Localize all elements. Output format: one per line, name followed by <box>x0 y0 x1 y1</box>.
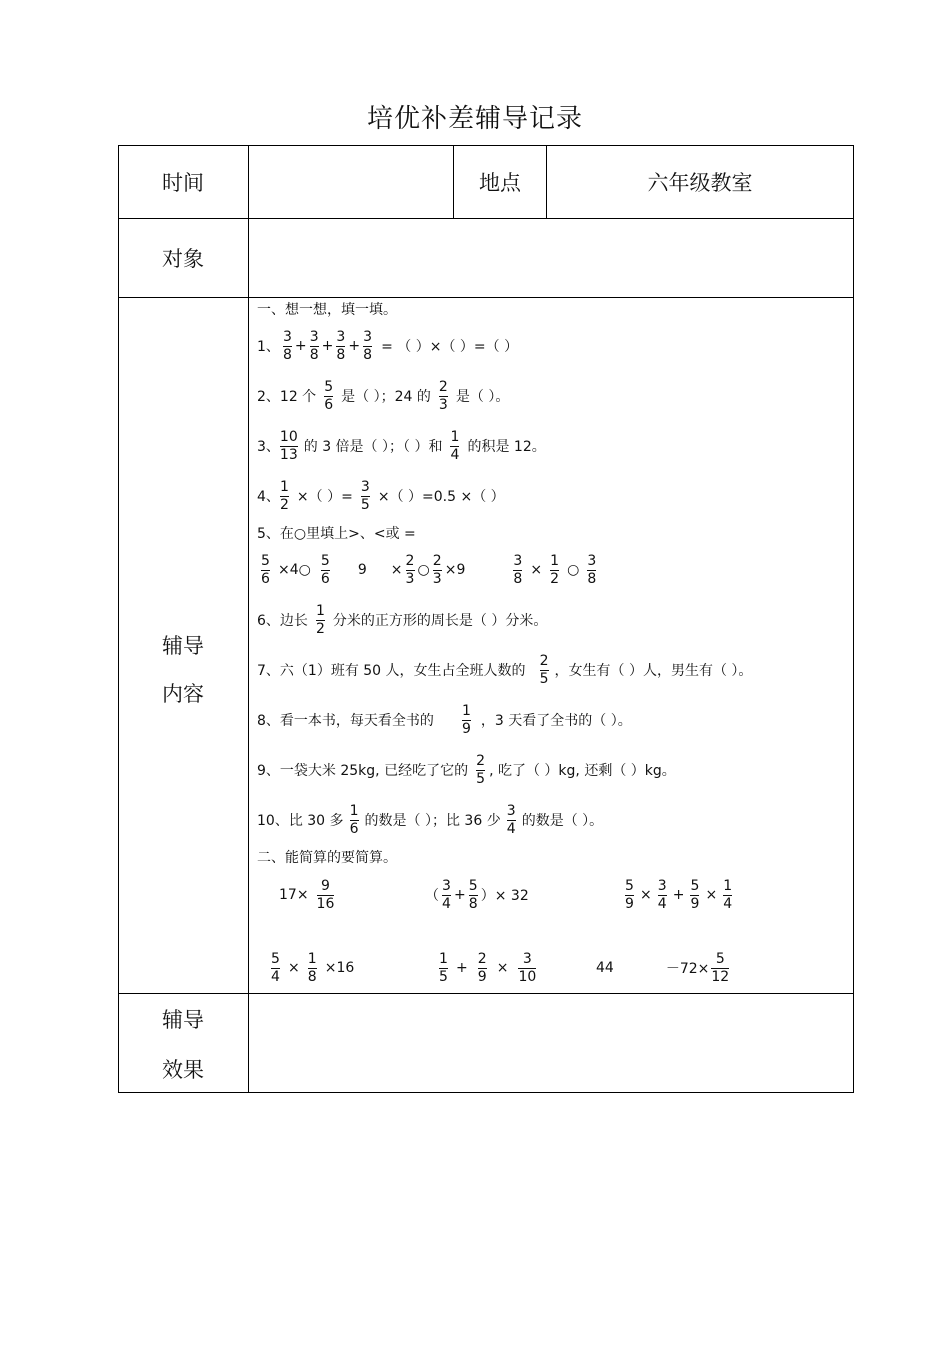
question-text: 的积是 12。 <box>467 439 546 455</box>
question-text: 的数是（ ）。 <box>521 813 604 829</box>
fraction: $\frac{3}{10}$ <box>518 950 537 985</box>
place-label: 地点 <box>479 170 521 195</box>
content-label-line1: 辅导 <box>162 634 204 658</box>
question-text: 的数是（ ）；比 36 少 <box>364 813 501 829</box>
question-4 <box>257 476 505 516</box>
fraction: $\frac{5}{9}$ <box>690 877 700 912</box>
question-text: 7、六（1）班有 50 人，女生占全班人数的 <box>257 663 526 679</box>
calc-text: （ <box>425 888 439 904</box>
fraction: $\frac{1}{9}$ <box>461 702 471 737</box>
fraction: $\frac{3}{4}$ <box>657 877 667 912</box>
calc-text: ）× 32 <box>480 888 529 904</box>
time-value <box>249 145 453 218</box>
compare-expression: ×4○ <box>278 562 311 578</box>
times-sign: × <box>530 562 543 578</box>
fraction: $\frac{2}{5}$ <box>539 652 549 687</box>
calc-1 <box>279 875 338 915</box>
question-6 <box>257 600 547 640</box>
target-label: 对象 <box>162 247 204 271</box>
page-title: 培优补差辅导记录 <box>366 104 583 134</box>
plus-sign: + <box>456 960 468 976</box>
question-text: 8、看一本书，每天看全书的 <box>257 713 434 729</box>
times-sign: × <box>640 887 652 903</box>
question-10 <box>257 800 603 840</box>
calc-3 <box>619 875 738 915</box>
question-number: 1、 <box>257 339 280 355</box>
question-text: = （ ）×（ ）=（ ） <box>381 339 519 355</box>
question-3 <box>257 426 546 466</box>
fraction: $\frac{2}{9}$ <box>477 950 487 985</box>
fraction: $\frac{3}{8}$ <box>282 328 292 363</box>
fraction: $\frac{2}{3}$ <box>438 378 448 413</box>
time-label: 时间 <box>162 170 204 195</box>
fraction: $\frac{1}{5}$ <box>439 950 448 985</box>
plus-sign: + <box>454 887 466 903</box>
fraction: $\frac{5}{6}$ <box>324 378 334 413</box>
plus-sign: + <box>294 338 307 354</box>
calc-6 <box>596 948 731 988</box>
fraction: $\frac{1}{2}$ <box>279 478 289 513</box>
fraction: $\frac{9}{16}$ <box>316 877 335 912</box>
fraction: $\frac{2}{3}$ <box>405 552 415 587</box>
compare-expression: 9 <box>357 562 367 578</box>
fraction: $\frac{10}{13}$ <box>279 428 298 463</box>
question-text: 6、边长 <box>257 613 308 629</box>
section-heading-text: 二、能简算的要简算。 <box>257 850 397 866</box>
compare-circle: ○ <box>417 562 430 578</box>
question-text: 2、12 个 <box>257 389 317 405</box>
fraction: $\frac{1}{4}$ <box>723 877 733 912</box>
question-text: 是（ ）。 <box>455 389 510 405</box>
question-5-items <box>257 550 604 590</box>
question-7 <box>257 650 752 690</box>
calc-4 <box>271 948 354 988</box>
fraction: $\frac{1}{8}$ <box>307 950 317 985</box>
fraction: $\frac{2}{5}$ <box>476 752 486 787</box>
question-2 <box>257 376 509 416</box>
fraction: $\frac{5}{4}$ <box>271 950 280 985</box>
question-text: ×（ ）= <box>296 489 353 505</box>
question-5 <box>257 523 416 543</box>
place-value: 六年级教室 <box>647 170 753 195</box>
question-text: 的 3 倍是（ ）；（ ）和 <box>303 439 443 455</box>
question-number: 4、 <box>257 489 280 505</box>
times-sign: × <box>496 960 509 976</box>
fraction: $\frac{5}{9}$ <box>625 877 634 912</box>
plus-sign: + <box>321 338 334 354</box>
plus-sign: + <box>348 338 361 354</box>
fraction: $\frac{3}{8}$ <box>336 328 346 363</box>
calc-2 <box>425 875 529 915</box>
calc-text: ×16 <box>324 960 355 976</box>
fraction: $\frac{5}{6}$ <box>261 552 270 587</box>
times-sign: × <box>705 887 718 903</box>
fraction: $\frac{3}{8}$ <box>513 552 523 587</box>
fraction: $\frac{3}{4}$ <box>442 877 451 912</box>
plus-sign: + <box>672 887 685 903</box>
question-text: 5、在○里填上>、<或 = <box>257 526 416 542</box>
table-line-3 <box>118 993 854 994</box>
fraction: $\frac{1}{2}$ <box>550 552 560 587</box>
table-line-2 <box>118 297 854 298</box>
fraction: $\frac{3}{8}$ <box>363 328 373 363</box>
fraction: $\frac{1}{2}$ <box>315 602 325 637</box>
question-9 <box>257 750 676 790</box>
fraction: $\frac{3}{8}$ <box>309 328 319 363</box>
question-text: 10、比 30 多 <box>257 813 344 829</box>
section-heading-text: 一、想一想，填一填。 <box>257 302 397 318</box>
question-text: ，3 天看了全书的（ ）。 <box>480 713 632 729</box>
compare-circle: ○ <box>567 562 580 578</box>
fraction: $\frac{5}{6}$ <box>320 552 330 587</box>
times-sign: × <box>390 562 403 578</box>
question-text: 是（ ）；24 的 <box>341 389 431 405</box>
fraction: $\frac{2}{3}$ <box>432 552 442 587</box>
fraction: $\frac{5}{8}$ <box>468 877 478 912</box>
effect-label-line2: 效果 <box>162 1058 204 1082</box>
question-text: ，女生有（ ）人，男生有（ ）。 <box>554 663 753 679</box>
table-border-right <box>853 145 854 1093</box>
section-1-heading <box>257 300 397 318</box>
calc-5 <box>439 948 546 988</box>
calc-text: 17× <box>279 887 309 903</box>
target-value <box>249 219 853 297</box>
question-8 <box>257 700 632 740</box>
fraction: $\frac{1}{4}$ <box>450 428 460 463</box>
effect-label-line1: 辅导 <box>162 1008 204 1032</box>
section-2-heading <box>257 848 397 866</box>
question-text: 9、一袋大米 25kg, 已经吃了它的 <box>257 763 469 779</box>
fraction: $\frac{3}{5}$ <box>360 478 370 513</box>
question-text: , 吃了（ ）kg, 还剩（ ）kg。 <box>489 763 676 779</box>
question-1 <box>257 326 518 366</box>
calc-text: －72× <box>665 961 710 977</box>
question-number: 3、 <box>257 439 280 455</box>
compare-expression: ×9 <box>444 562 466 578</box>
times-sign: × <box>288 960 300 976</box>
fraction: $\frac{3}{8}$ <box>587 552 597 587</box>
calc-text: 44 <box>596 960 614 976</box>
question-text: ×（ ）=0.5 ×（ ） <box>377 489 505 505</box>
fraction: $\frac{1}{6}$ <box>349 802 359 837</box>
fraction: $\frac{5}{12}$ <box>711 950 730 985</box>
fraction: $\frac{3}{4}$ <box>506 802 516 837</box>
content-label-line2: 内容 <box>162 682 204 706</box>
tutoring-content <box>257 300 853 992</box>
question-text: 分米的正方形的周长是（ ）分米。 <box>332 613 548 629</box>
